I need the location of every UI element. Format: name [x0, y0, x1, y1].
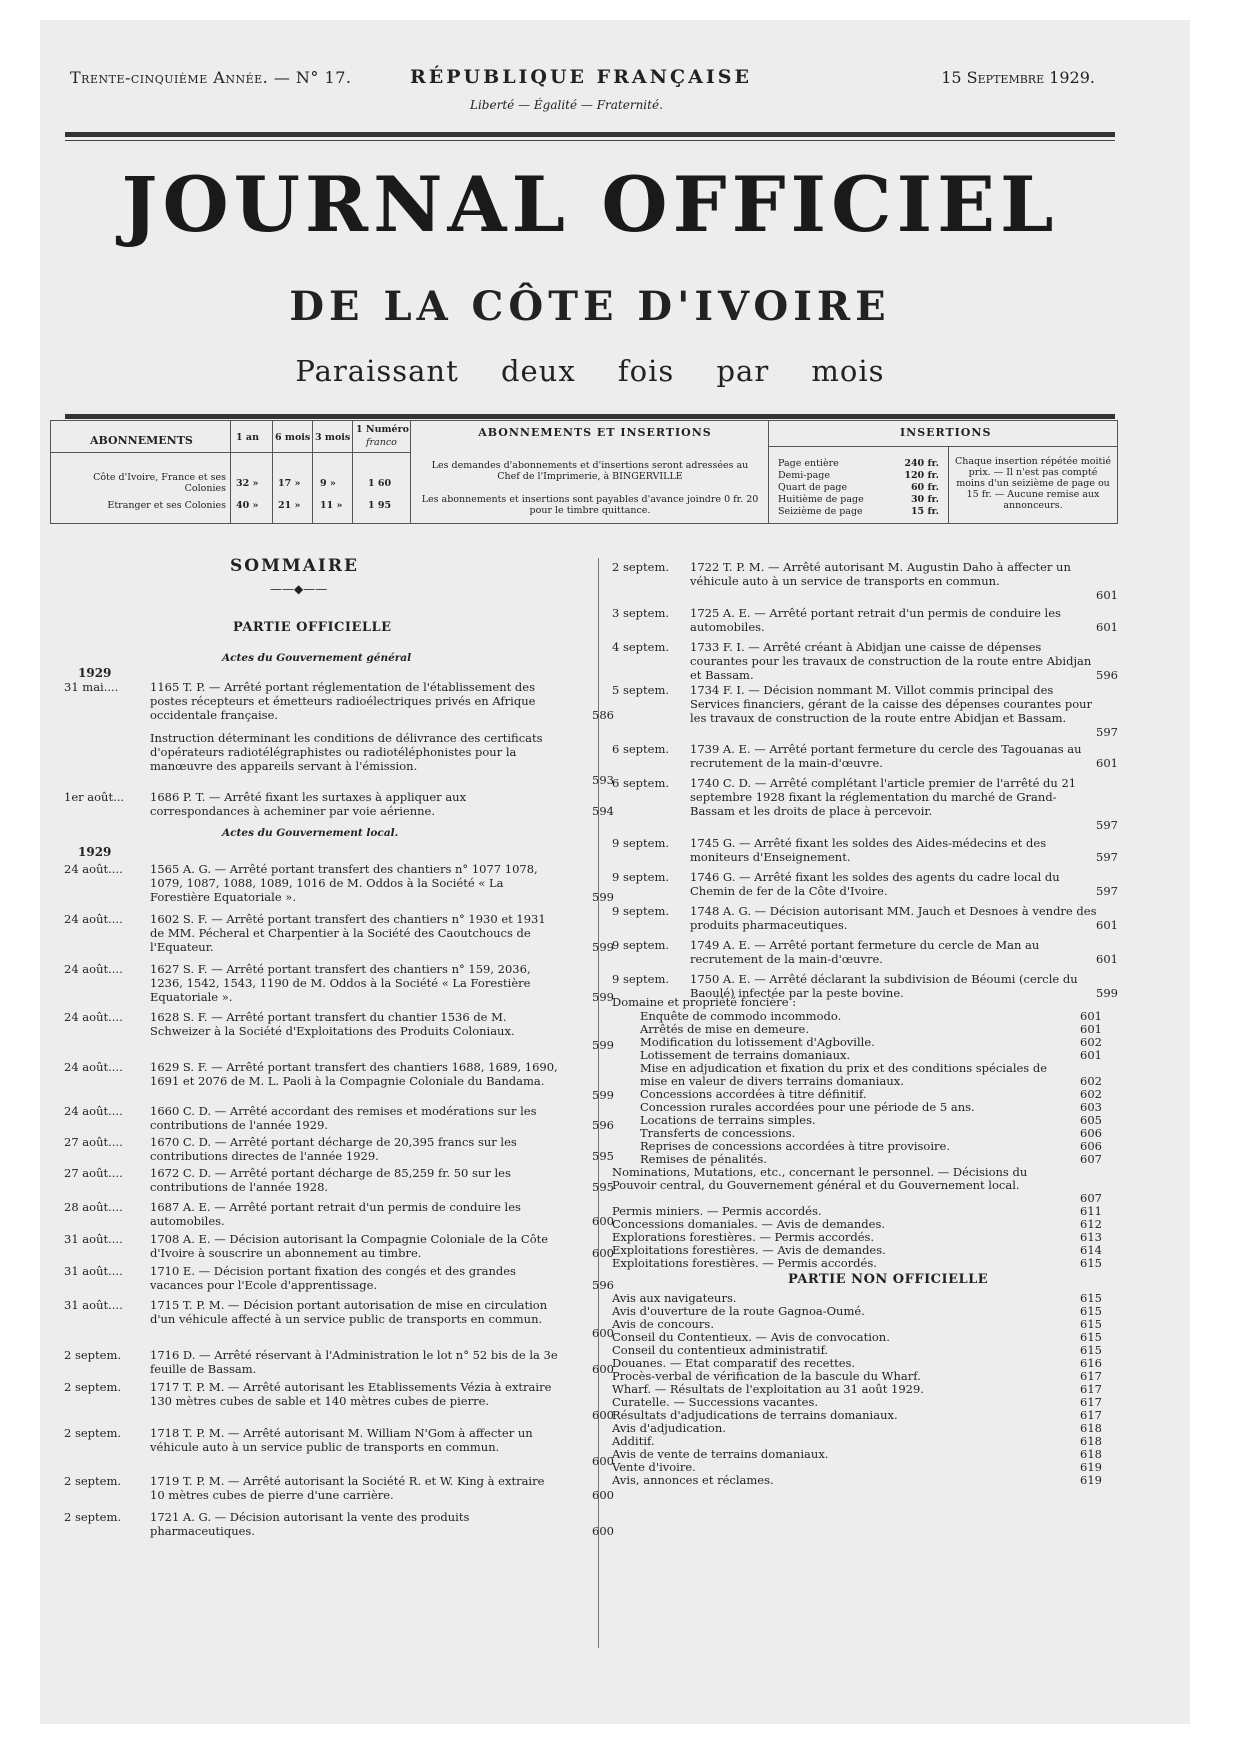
line-page: 618	[1080, 1434, 1102, 1448]
entry-page: 597	[1096, 725, 1118, 739]
abonnements-header: ABONNEMENTS	[90, 434, 193, 447]
entry-page: 595	[592, 1149, 614, 1163]
summary-entry	[64, 1264, 614, 1292]
entry-date: 24 août....	[64, 1060, 123, 1074]
entry-page: 595	[592, 1180, 614, 1194]
col-numero: 1 Numéro	[356, 424, 409, 435]
line-page: 618	[1080, 1421, 1102, 1435]
table-border	[50, 420, 51, 524]
line-text: Douanes. — Etat comparatif des recettes.	[612, 1356, 856, 1370]
line-page: 606	[1080, 1139, 1102, 1153]
table-border	[50, 523, 1118, 524]
summary-entry	[64, 1380, 614, 1422]
line-text: Concessions accordées à titre définitif.	[640, 1087, 867, 1101]
line-text: Avis de vente de terrains domaniaux.	[612, 1447, 829, 1461]
line-page: 614	[1080, 1243, 1102, 1257]
entry-date: 2 septem.	[64, 1348, 122, 1362]
line-page: 611	[1080, 1204, 1102, 1218]
line-text: Vente d'ivoire.	[612, 1460, 696, 1474]
subscription-payment: Les abonnements et insertions sont payables d'avance joindre 0 fr. 20 pour le timbre quittance.	[421, 494, 759, 516]
summary-entry	[64, 1510, 614, 1538]
entry-page: 599	[1096, 986, 1118, 1000]
row2-1an: 40 »	[236, 500, 259, 511]
row2-numero: 1 95	[368, 500, 392, 511]
summary-entry	[64, 790, 614, 818]
line-page: 603	[1080, 1100, 1102, 1114]
entry-page: 596	[592, 1118, 614, 1132]
entry-page: 601	[1096, 952, 1118, 966]
row1-1an: 32 »	[236, 478, 259, 489]
line-page: 607	[1080, 1191, 1102, 1205]
rate-huitieme-page: Huitième de page 30 fr.	[778, 494, 939, 505]
entry-date: 2 septem.	[64, 1426, 122, 1440]
summary-entry	[612, 836, 1118, 864]
line-text: Exploitations forestières. — Permis accordés.	[612, 1256, 877, 1270]
line-text: Permis miniers. — Permis accordés.	[612, 1204, 822, 1218]
line-text: Procès-verbal de vérification de la bascule du Wharf.	[612, 1369, 921, 1383]
line-page: 617	[1080, 1395, 1102, 1409]
entry-text: 1722 T. P. M. — Arrêté autorisant M. Augustin Daho à affecter un véhicule auto à un service de transports en commun.	[690, 560, 1071, 588]
summary-entry	[64, 1298, 614, 1340]
line-page: 617	[1080, 1408, 1102, 1422]
entry-text: 1718 T. P. M. — Arrêté autorisant M. William N'Gom à affecter un véhicule auto à un service public de transports en commun.	[150, 1426, 533, 1454]
line-text: Conseil du Contentieux. — Avis de convocation.	[612, 1330, 890, 1344]
entry-date: 31 août....	[64, 1298, 123, 1312]
entry-date: 2 septem.	[64, 1380, 122, 1394]
entry-text: 1602 S. F. — Arrêté portant transfert des chantiers n° 1930 et 1931 de MM. Pécheral et Charpentier à la Société des Caoutchoucs de l'Equateur.	[150, 912, 546, 954]
line-text: Curatelle. — Successions vacantes.	[612, 1395, 818, 1409]
entry-text: 1725 A. E. — Arrêté portant retrait d'un permis de conduire les automobiles.	[690, 606, 1061, 634]
entry-text: 1733 F. I. — Arrêté créant à Abidjan une caisse de dépenses courantes pour les travaux de construction de la route entre Abidjan et Bassam.	[690, 640, 1092, 682]
partie-non-officielle-heading: PARTIE NON OFFICIELLE	[788, 1272, 989, 1287]
entry-text: 1565 A. G. — Arrêté portant transfert des chantiers n° 1077 1078, 1079, 1087, 1088, 1089, 1016 de M. Oddos à la Société « La Forestière Equatoriale ».	[150, 862, 538, 904]
entry-page: 596	[1096, 668, 1118, 682]
entry-text: 1740 C. D. — Arrêté complétant l'article premier de l'arrêté du 21 septembre 1928 fixant la réglementation du marché de Grand-Bassam et les droits de place à percevoir.	[690, 776, 1077, 818]
row1-numero: 1 60	[368, 478, 392, 489]
entry-text: 1746 G. — Arrêté fixant les soldes des agents du cadre local du Chemin de fer de la Côte d'Ivoire.	[690, 870, 1060, 898]
row-etranger: Etranger et ses Colonies	[107, 500, 226, 511]
summary-entry	[64, 1426, 614, 1468]
entry-text: 1716 D. — Arrêté réservant à l'Administration le lot n° 52 bis de la 3e feuille de Bassam.	[150, 1348, 558, 1376]
line-text: Concessions domaniales. — Avis de demandes.	[612, 1217, 886, 1231]
line-page: 615	[1080, 1330, 1102, 1344]
entry-page: 597	[1096, 818, 1118, 832]
entry-page: 596	[592, 1278, 614, 1292]
line-page: 615	[1080, 1343, 1102, 1357]
line-text: Exploitations forestières. — Avis de demandes.	[612, 1243, 886, 1257]
summary-line	[612, 1474, 1102, 1487]
entry-page: 597	[1096, 850, 1118, 864]
entry-date: 31 août....	[64, 1232, 123, 1246]
entry-page: 597	[1096, 884, 1118, 898]
line-page: 606	[1080, 1126, 1102, 1140]
line-page: 619	[1080, 1473, 1102, 1487]
entry-page: 599	[592, 990, 614, 1004]
entry-text: 1717 T. P. M. — Arrêté autorisant les Etablissements Vézia à extraire 130 mètres cubes de sable et 140 mètres cubes de pierre.	[150, 1380, 552, 1408]
sommaire-title: SOMMAIRE	[230, 556, 359, 576]
summary-entry	[64, 1166, 614, 1194]
masthead-bottom-rule	[65, 414, 1115, 419]
summary-entry	[64, 1474, 614, 1502]
entry-page: 599	[592, 1038, 614, 1052]
line-text: Remises de pénalités.	[640, 1152, 767, 1166]
rate-demi-page: Demi-page 120 fr.	[778, 470, 939, 481]
issue-line	[70, 66, 1105, 88]
entry-date: 2 septem.	[64, 1510, 122, 1524]
summary-entry	[64, 862, 614, 904]
line-text: Modification du lotissement d'Agboville.	[640, 1035, 875, 1049]
rate-seizieme-page: Seizième de page 15 fr.	[778, 506, 939, 517]
entry-page: 600	[592, 1408, 614, 1422]
entry-date: 3 septem.	[612, 606, 670, 620]
row2-3mois: 11 »	[320, 500, 343, 511]
entry-date: 24 août....	[64, 1104, 123, 1118]
entry-page: 599	[592, 890, 614, 904]
summary-entry	[612, 683, 1118, 739]
line-page: 602	[1080, 1074, 1102, 1088]
line-page: 602	[1080, 1035, 1102, 1049]
line-text: Résultats d'adjudications de terrains domaniaux.	[612, 1408, 898, 1422]
summary-entry	[612, 640, 1118, 682]
table-border	[50, 420, 1118, 421]
line-text: Nominations, Mutations, etc., concernant le personnel. — Décisions du Pouvoir central, du Gouvernement général et du Gouvernement local.	[612, 1165, 1028, 1192]
entry-date: 9 septem.	[612, 870, 670, 884]
entry-date: 31 août....	[64, 1264, 123, 1278]
entry-text: 1708 A. E. — Décision autorisant la Compagnie Coloniale de la Côte d'Ivoire à souscrire un abonnement au timbre.	[150, 1232, 549, 1260]
line-text: Transferts de concessions.	[640, 1126, 796, 1140]
entry-text: 1710 E. — Décision portant fixation des congés et des grandes vacances pour l'Ecole d'apprentissage.	[150, 1264, 516, 1292]
entry-text: 1628 S. F. — Arrêté portant transfert du chantier 1536 de M. Schweizer à la Société d'Exploitations des Produits Coloniaux.	[150, 1010, 515, 1038]
summary-entry	[612, 938, 1118, 966]
entry-date: 24 août....	[64, 962, 123, 976]
entry-text: 1749 A. E. — Arrêté portant fermeture du cercle de Man au recrutement de la main-d'œuvre.	[690, 938, 1040, 966]
entry-page: 601	[1096, 918, 1118, 932]
entry-page: 599	[592, 1088, 614, 1102]
table-border	[50, 452, 410, 453]
entry-text: 1686 P. T. — Arrêté fixant les surtaxes à appliquer aux correspondances à acheminer par voie aérienne.	[150, 790, 467, 818]
summary-entry	[64, 1348, 614, 1376]
entry-date: 2 septem.	[64, 1474, 122, 1488]
entry-page: 600	[592, 1326, 614, 1340]
entry-page: 586	[592, 708, 614, 722]
line-text: Concession rurales accordées pour une période de 5 ans.	[640, 1100, 975, 1114]
summary-entry	[64, 1104, 614, 1132]
line-page: 619	[1080, 1460, 1102, 1474]
entry-text: 1719 T. P. M. — Arrêté autorisant la Société R. et W. King à extraire 10 mètres cubes de pierre d'une carrière.	[150, 1474, 545, 1502]
summary-line	[612, 1166, 1102, 1205]
row1-3mois: 9 »	[320, 478, 336, 489]
table-border	[948, 446, 949, 523]
entry-date: 24 août....	[64, 862, 123, 876]
republic-label: RÉPUBLIQUE FRANÇAISE	[410, 66, 752, 88]
year-label: 1929	[78, 845, 112, 859]
ornament-icon: ——◆——	[270, 582, 328, 596]
entry-date: 27 août....	[64, 1166, 123, 1180]
entry-date: 9 septem.	[612, 972, 670, 986]
entry-date: 6 septem.	[612, 742, 670, 756]
entry-date: 24 août....	[64, 912, 123, 926]
summary-entry	[612, 776, 1118, 832]
national-motto: Liberté — Égalité — Fraternité.	[470, 98, 663, 112]
summary-entry	[64, 1010, 614, 1052]
line-text: Avis d'adjudication.	[612, 1421, 726, 1435]
entry-page: 600	[592, 1454, 614, 1468]
actes-gouvernement-local: Actes du Gouvernement local.	[222, 827, 399, 839]
summary-entry	[64, 1200, 614, 1228]
actes-gouvernement-general: Actes du Gouvernement général	[222, 652, 412, 664]
entry-date: 24 août....	[64, 1010, 123, 1024]
entry-page: 599	[592, 940, 614, 954]
table-border	[768, 420, 769, 524]
line-text: Mise en adjudication et fixation du prix et des conditions spéciales de mise en valeur de divers terrains domaniaux.	[640, 1061, 1048, 1088]
table-border	[768, 446, 1117, 447]
entry-page: 594	[592, 804, 614, 818]
entry-date: 2 septem.	[612, 560, 670, 574]
entry-page: 600	[592, 1524, 614, 1538]
summary-line	[612, 1422, 1102, 1435]
line-text: Lotissement de terrains domaniaux.	[640, 1048, 851, 1062]
line-text: Avis de concours.	[612, 1317, 714, 1331]
entry-text: 1715 T. P. M. — Décision portant autorisation de mise en circulation d'un véhicule affecté à un service public de transports en commun.	[150, 1298, 548, 1326]
line-text: Locations de terrains simples.	[640, 1113, 816, 1127]
entry-date: 9 septem.	[612, 836, 670, 850]
summary-entry	[64, 1135, 614, 1163]
entry-text: 1739 A. E. — Arrêté portant fermeture du cercle des Tagouanas au recrutement de la main-d'œuvre.	[690, 742, 1082, 770]
line-text: Avis, annonces et réclames.	[612, 1473, 774, 1487]
summary-entry	[612, 904, 1118, 932]
entry-text: 1670 C. D. — Arrêté portant décharge de 20,395 francs sur les contributions directes de l'année 1929.	[150, 1135, 517, 1163]
entry-page: 600	[592, 1488, 614, 1502]
col-1-an: 1 an	[236, 432, 259, 443]
entry-text: 1165 T. P. — Arrêté portant réglementation de l'établissement des postes récepteurs et émetteurs radioélectriques privés en Afrique occidentale française.	[150, 680, 536, 722]
entry-date: 9 septem.	[612, 904, 670, 918]
entry-text: 1721 A. G. — Décision autorisant la vente des produits pharmaceutiques.	[150, 1510, 470, 1538]
line-text: Reprises de concessions accordées à titre provisoire.	[640, 1139, 950, 1153]
journal-title: JOURNAL OFFICIEL	[121, 160, 1059, 249]
entry-page: 600	[592, 1246, 614, 1260]
partie-officielle-heading: PARTIE OFFICIELLE	[233, 620, 392, 635]
entry-date: 5 septem.	[612, 683, 670, 697]
line-text: Wharf. — Résultats de l'exploitation au 31 août 1929.	[612, 1382, 924, 1396]
line-page: 616	[1080, 1356, 1102, 1370]
line-page: 613	[1080, 1230, 1102, 1244]
summary-entry	[612, 742, 1118, 770]
line-text: Avis aux navigateurs.	[612, 1291, 737, 1305]
entry-text: 1748 A. G. — Décision autorisant MM. Jauch et Desnoes à vendre des produits pharmaceutiques.	[690, 904, 1097, 932]
insertions-header: INSERTIONS	[900, 426, 992, 439]
line-page: 615	[1080, 1304, 1102, 1318]
rate-page-entiere: Page entière 240 fr.	[778, 458, 939, 469]
publication-frequency: Paraissant deux fois par mois	[295, 354, 885, 388]
line-page: 605	[1080, 1113, 1102, 1127]
line-page: 602	[1080, 1087, 1102, 1101]
summary-entry	[612, 606, 1118, 634]
summary-entry	[64, 912, 614, 954]
subscriptions-table	[50, 420, 1118, 524]
summary-entry	[64, 731, 614, 787]
row1-6mois: 17 »	[278, 478, 301, 489]
insertion-note: Chaque insertion répétée moitié prix. — Il n'est pas compté moins d'un seizième de page ou 15 fr. — Aucune remise aux annonceurs.	[955, 456, 1111, 511]
col-franco: franco	[366, 437, 397, 448]
line-page: 612	[1080, 1217, 1102, 1231]
line-page: 617	[1080, 1369, 1102, 1383]
summary-entry	[64, 680, 614, 722]
line-text: Avis d'ouverture de la route Gagnoa-Oumé.	[612, 1304, 865, 1318]
line-page: 601	[1080, 1009, 1102, 1023]
line-page: 601	[1080, 1048, 1102, 1062]
entry-page: 601	[1096, 588, 1118, 602]
entry-text: 1660 C. D. — Arrêté accordant des remises et modérations sur les contributions de l'année 1929.	[150, 1104, 537, 1132]
entry-text: 1672 C. D. — Arrêté portant décharge de 85,259 fr. 50 sur les contributions de l'année 1928.	[150, 1166, 511, 1194]
line-page: 617	[1080, 1382, 1102, 1396]
top-rule-thin	[65, 140, 1115, 141]
line-text: Explorations forestières. — Permis accordés.	[612, 1230, 875, 1244]
summary-line	[612, 1257, 1102, 1270]
entry-text: 1734 F. I. — Décision nommant M. Villot commis principal des Services financiers, gérant de la caisse des dépenses courantes pour les travaux de construction de la route entre Abidjan et Bassam.	[690, 683, 1093, 725]
entry-date: 31 mai....	[64, 680, 119, 694]
line-page: 615	[1080, 1291, 1102, 1305]
entry-page: 601	[1096, 620, 1118, 634]
summary-entry	[612, 560, 1118, 602]
table-border	[230, 420, 231, 524]
line-page: 615	[1080, 1256, 1102, 1270]
subscription-address: Les demandes d'abonnements et d'insertions seront adressées au Chef de l'Imprimerie, à BINGERVILLE	[431, 460, 749, 482]
entry-text: 1627 S. F. — Arrêté portant transfert des chantiers n° 159, 2036, 1236, 1542, 1543, 1190 de M. Oddos à la Société « La Forestière Equatoriale ».	[150, 962, 531, 1004]
entry-page: 600	[592, 1214, 614, 1228]
row-cote-ivoire: Côte d'Ivoire, France et ses Colonies	[93, 472, 226, 494]
entry-date: 1er août...	[64, 790, 125, 804]
entry-date: 28 août....	[64, 1200, 123, 1214]
entry-text: 1745 G. — Arrêté fixant les soldes des Aides-médecins et des moniteurs d'Enseignement.	[690, 836, 1047, 864]
entry-text: 1687 A. E. — Arrêté portant retrait d'un permis de conduire les automobiles.	[150, 1200, 521, 1228]
summary-entry	[64, 1232, 614, 1260]
table-border	[312, 420, 313, 524]
year-label: 1929	[78, 666, 112, 680]
row2-6mois: 21 »	[278, 500, 301, 511]
table-border	[352, 420, 353, 524]
entry-page: 593	[592, 773, 614, 787]
line-page: 601	[1080, 1022, 1102, 1036]
entry-text: 1629 S. F. — Arrêté portant transfert des chantiers 1688, 1689, 1690, 1691 et 2076 de M. L. Paoli à la Compagnie Coloniale du Bandama.	[150, 1060, 558, 1088]
line-text: Additif.	[612, 1434, 655, 1448]
line-text: Conseil du contentieux administratif.	[612, 1343, 829, 1357]
summary-line	[640, 1062, 1102, 1088]
abonnements-insertions-header: ABONNEMENTS ET INSERTIONS	[478, 426, 712, 439]
line-page: 607	[1080, 1152, 1102, 1166]
entry-date: 6 septem.	[612, 776, 670, 790]
line-page: 615	[1080, 1317, 1102, 1331]
rate-quart-page: Quart de page 60 fr.	[778, 482, 939, 493]
line-text: Enquête de commodo incommodo.	[640, 1009, 842, 1023]
top-rule	[65, 132, 1115, 137]
col-6-mois: 6 mois	[275, 432, 311, 443]
table-border	[410, 420, 411, 524]
issue-number: Trente-cinquième Année. — N° 17.	[70, 68, 352, 87]
table-border	[272, 420, 273, 524]
entry-text: Instruction déterminant les conditions de délivrance des certificats d'opérateurs radiotélégraphistes ou radiotéléphonistes pour la manœuvre des appareils servant à l'émission.	[150, 731, 543, 773]
entry-date: 27 août....	[64, 1135, 123, 1149]
table-border	[1117, 420, 1118, 524]
entry-text: 1750 A. E. — Arrêté déclarant la subdivision de Béoumi (cercle du Baoulé) infectée par la peste bovine.	[690, 972, 1078, 1000]
entry-page: 600	[592, 1362, 614, 1376]
summary-entry	[64, 962, 614, 1004]
col-3-mois: 3 mois	[315, 432, 351, 443]
entry-page: 601	[1096, 756, 1118, 770]
line-page: 618	[1080, 1447, 1102, 1461]
entry-date: 4 septem.	[612, 640, 670, 654]
journal-subtitle: DE LA CÔTE D'IVOIRE	[289, 283, 891, 330]
summary-entry	[64, 1060, 614, 1102]
summary-entry	[612, 870, 1118, 898]
domaine-heading: Domaine et propriété foncière :	[612, 995, 797, 1009]
issue-date: 15 Septembre 1929.	[941, 68, 1095, 87]
entry-date: 9 septem.	[612, 938, 670, 952]
line-text: Arrêtés de mise en demeure.	[640, 1022, 809, 1036]
